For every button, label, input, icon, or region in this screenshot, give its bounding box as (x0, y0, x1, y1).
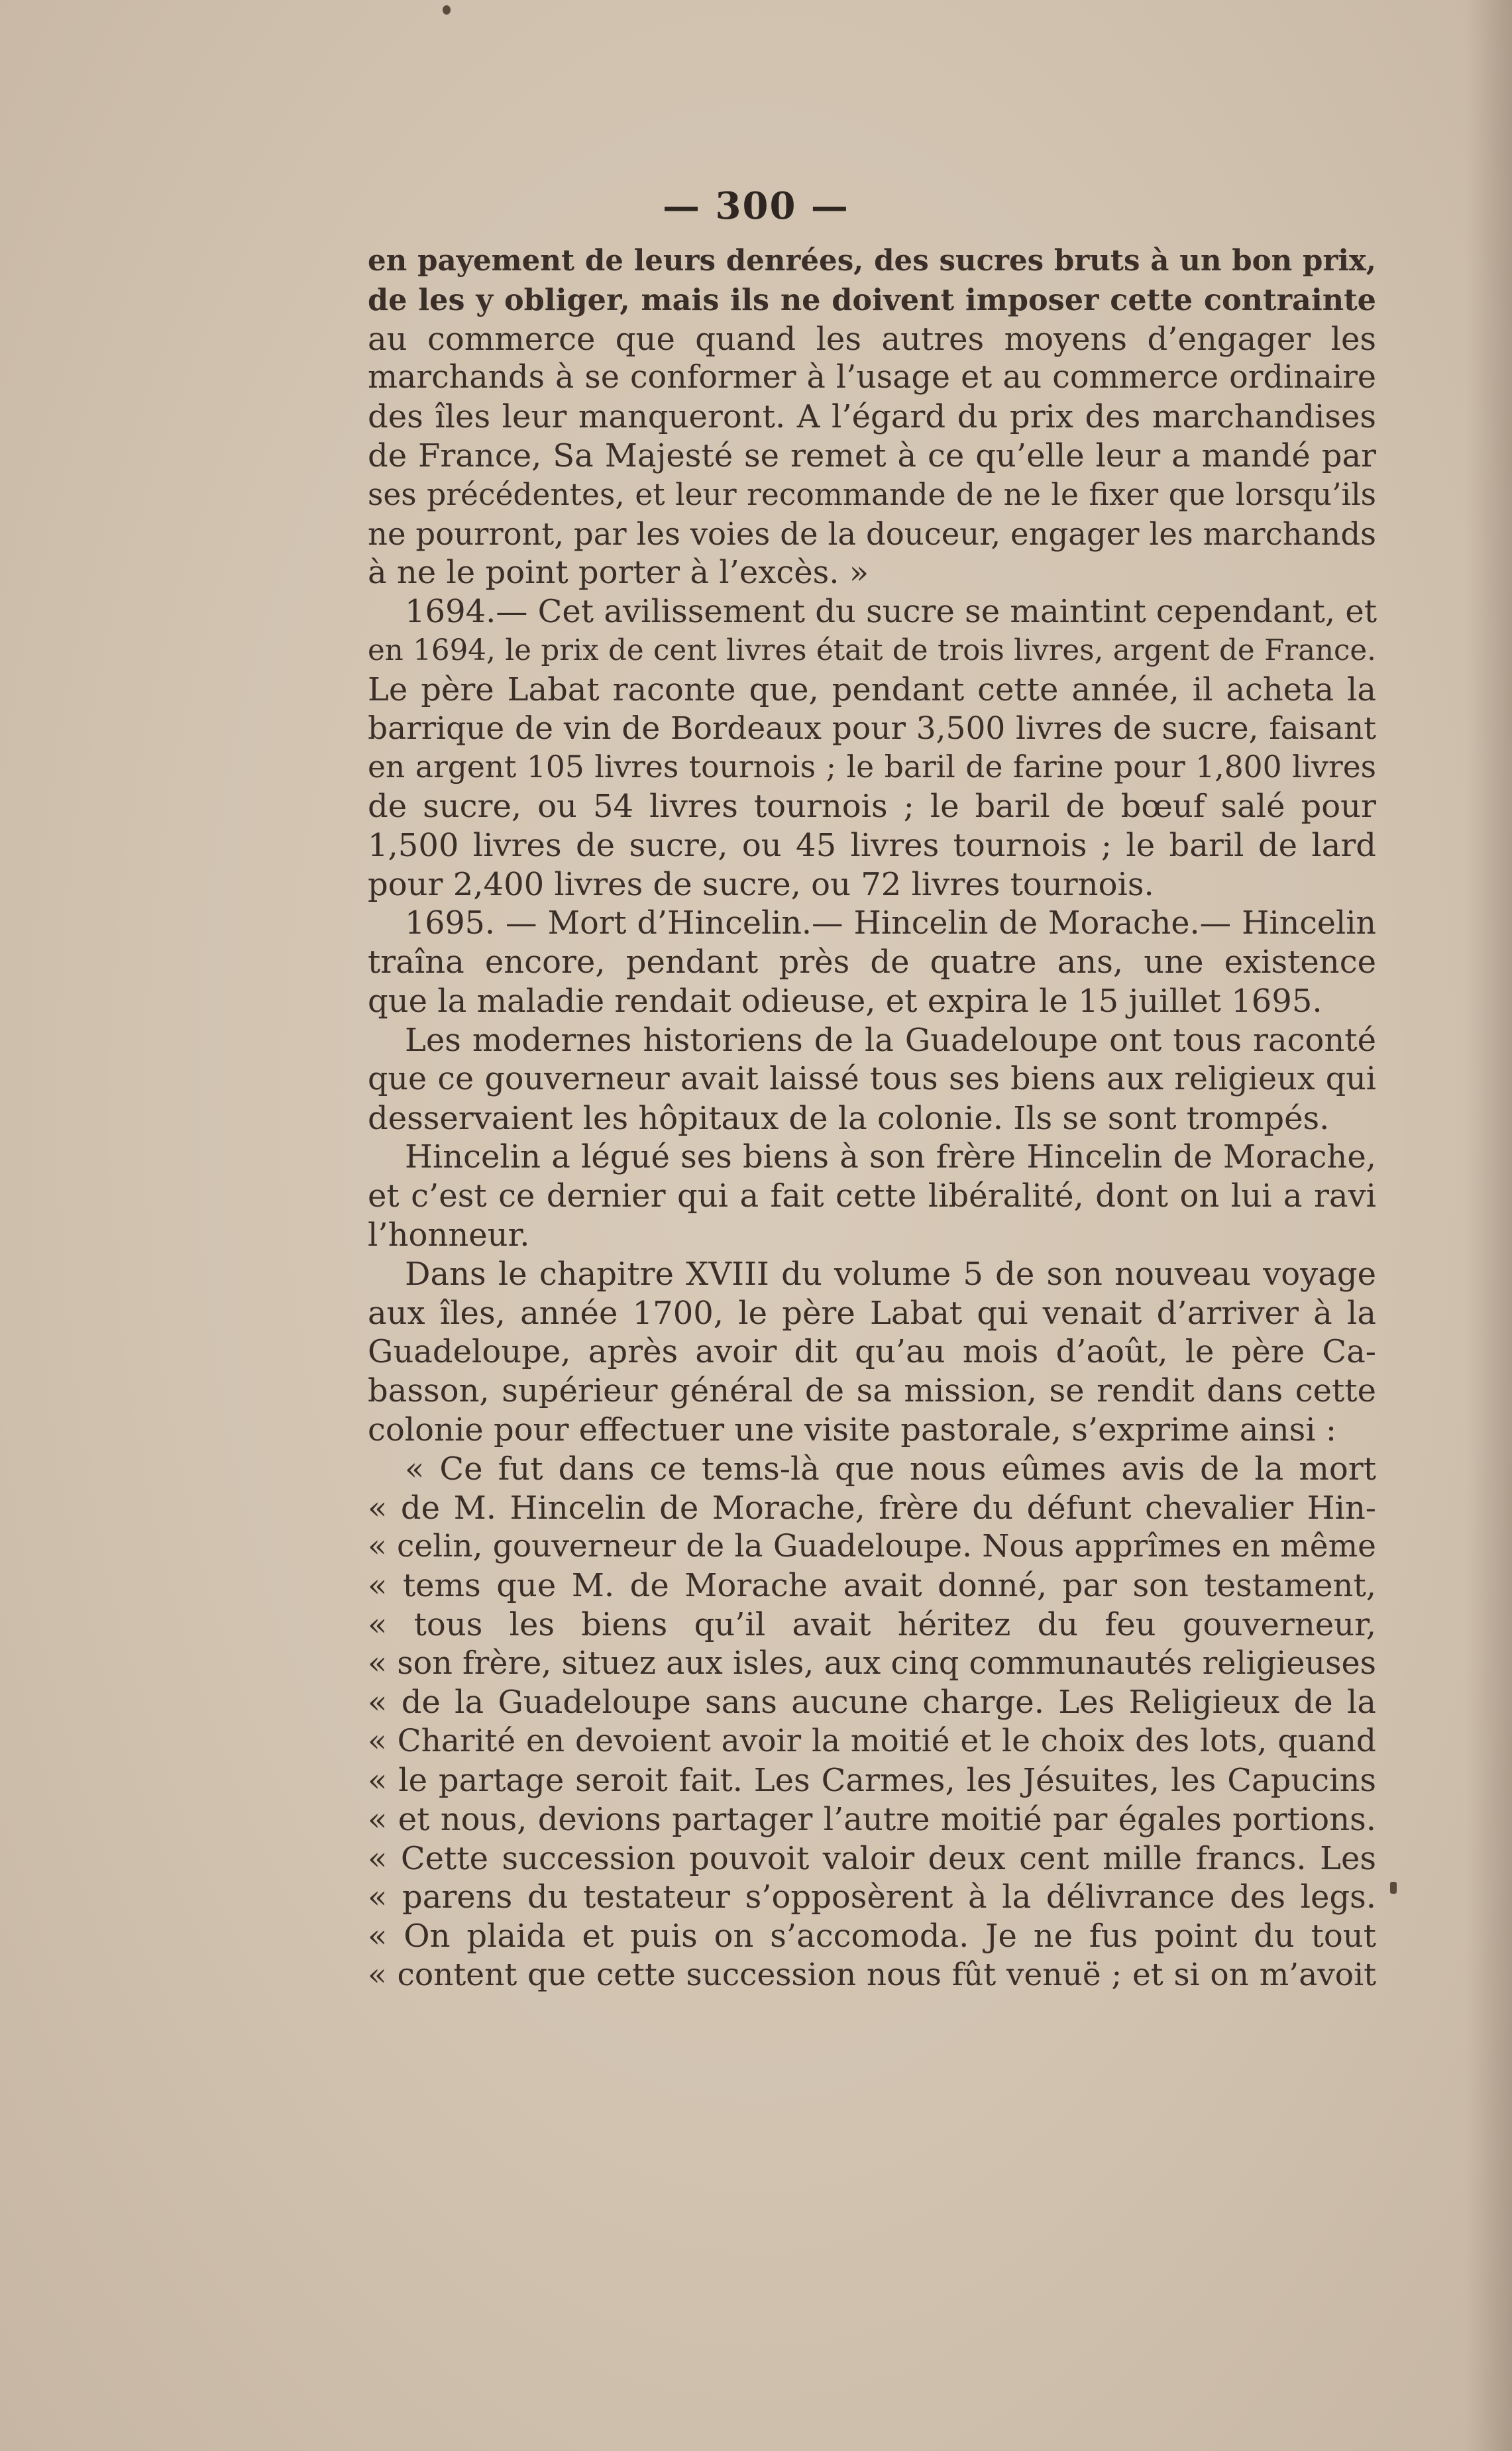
text-line: basson, supérieur général de sa mission, se rendit dans cette (368, 1372, 1376, 1410)
body-text (368, 242, 1376, 1995)
text-line: en 1694, le prix de cent livres était de trois livres, argent de France. (368, 633, 1376, 667)
text-line: Hincelin a légué ses biens à son frère Hincelin de Morache, (405, 1138, 1376, 1176)
text-line: ses précédentes, et leur recommande de ne le fixer que lorsqu’ils (368, 476, 1376, 512)
text-line: Le père Labat raconte que, pendant cette année, il acheta la (368, 671, 1376, 708)
ink-speck (443, 5, 451, 15)
quote-line: « et nous, devions partager l’autre moitié par égales portions. (368, 1800, 1376, 1838)
text-line: Guadeloupe, après avoir dit qu’au mois d’août, le père Ca- (368, 1333, 1376, 1371)
quote-line: « son frère, situez aux isles, aux cinq communautés religieuses (368, 1645, 1376, 1682)
page-number: — 300 — (663, 184, 849, 228)
text-line: de France, Sa Majesté se remet à ce qu’elle leur a mandé par (368, 437, 1376, 474)
text-line: Dans le chapitre XVIII du volume 5 de son nouveau voyage (405, 1255, 1376, 1293)
text-line: Les modernes historiens de la Guadeloupe ont tous raconté (405, 1021, 1376, 1059)
text-line: ne pourront, par les voies de la douceur, engager les marchands (368, 516, 1376, 552)
quote-line: « content que cette succession nous fût venuë ; et si on m’avoit (368, 1957, 1376, 1994)
quote-line: « tous les biens qu’il avait héritez du feu gouverneur, (368, 1606, 1376, 1643)
text-line: marchands à se conformer à l’usage et au commerce ordinaire (368, 359, 1376, 396)
ink-speck (1390, 1882, 1397, 1894)
section-heading-line: 1694.— Cet avilissement du sucre se maintint cependant, et (405, 593, 1377, 631)
quote-line: « de la Guadeloupe sans aucune charge. Les Religieux de la (368, 1684, 1376, 1721)
quote-line: « Cette succession pouvoit valoir deux cent mille francs. Les (368, 1839, 1376, 1877)
text-line: de les y obliger, mais ils ne doivent imposer cette contrainte (368, 282, 1376, 317)
text-line: à ne le point porter à l’excès. » (368, 554, 869, 592)
quote-line: « On plaida et puis on s’accomoda. Je ne fus point du tout (368, 1918, 1376, 1955)
section-heading-line: 1695. — Mort d’Hincelin.— Hincelin de Morache.— Hincelin (405, 904, 1376, 942)
text-line: en payement de leurs denrées, des sucres bruts à un bon prix, (368, 244, 1376, 278)
quote-line: « parens du testateur s’opposèrent à la délivrance des legs. (368, 1879, 1376, 1916)
text-line: en argent 105 livres tournois ; le baril de farine pour 1,800 livres (368, 749, 1376, 785)
text-line: colonie pour effectuer une visite pastorale, s’exprime ainsi : (368, 1411, 1337, 1448)
text-line: pour 2,400 livres de sucre, ou 72 livres tournois. (368, 865, 1154, 903)
text-line: barrique de vin de Bordeaux pour 3,500 livres de sucre, faisant (368, 710, 1376, 747)
text-line: que la maladie rendait odieuse, et expira le 15 juillet 1695. (368, 983, 1323, 1020)
page-edge-shadow (1466, 0, 1512, 2451)
text-line: traîna encore, pendant près de quatre ans, une existence (368, 944, 1376, 981)
text-line: aux îles, année 1700, le père Labat qui venait d’arriver à la (368, 1294, 1376, 1332)
text-line: desservaient les hôpitaux de la colonie. Ils se sont trompés. (368, 1099, 1330, 1137)
text-line: et c’est ce dernier qui a fait cette libéralité, dont on lui a ravi (368, 1177, 1376, 1215)
quote-line: « celin, gouverneur de la Guadeloupe. Nous apprîmes en même (368, 1528, 1376, 1565)
text-line: l’honneur. (368, 1216, 530, 1254)
quote-line: « le partage seroit fait. Les Carmes, les Jésuites, les Capucins (368, 1762, 1376, 1800)
quote-line: « tems que M. de Morache avait donné, par son testament, (368, 1567, 1376, 1605)
quote-line: « de M. Hincelin de Morache, frère du défunt chevalier Hin- (368, 1489, 1376, 1527)
text-line: que ce gouverneur avait laissé tous ses biens aux religieux qui (368, 1060, 1376, 1097)
quote-line: « Ce fut dans ce tems-là que nous eûmes avis de la mort (405, 1450, 1376, 1488)
quote-line: « Charité en devoient avoir la moitié et le choix des lots, quand (368, 1723, 1376, 1760)
text-line: des îles leur manqueront. A l’égard du prix des marchandises (368, 398, 1376, 436)
text-line: de sucre, ou 54 livres tournois ; le baril de bœuf salé pour (368, 788, 1376, 826)
text-line: au commerce que quand les autres moyens d’engager les (368, 320, 1376, 358)
text-line: 1,500 livres de sucre, ou 45 livres tournois ; le baril de lard (368, 826, 1376, 864)
